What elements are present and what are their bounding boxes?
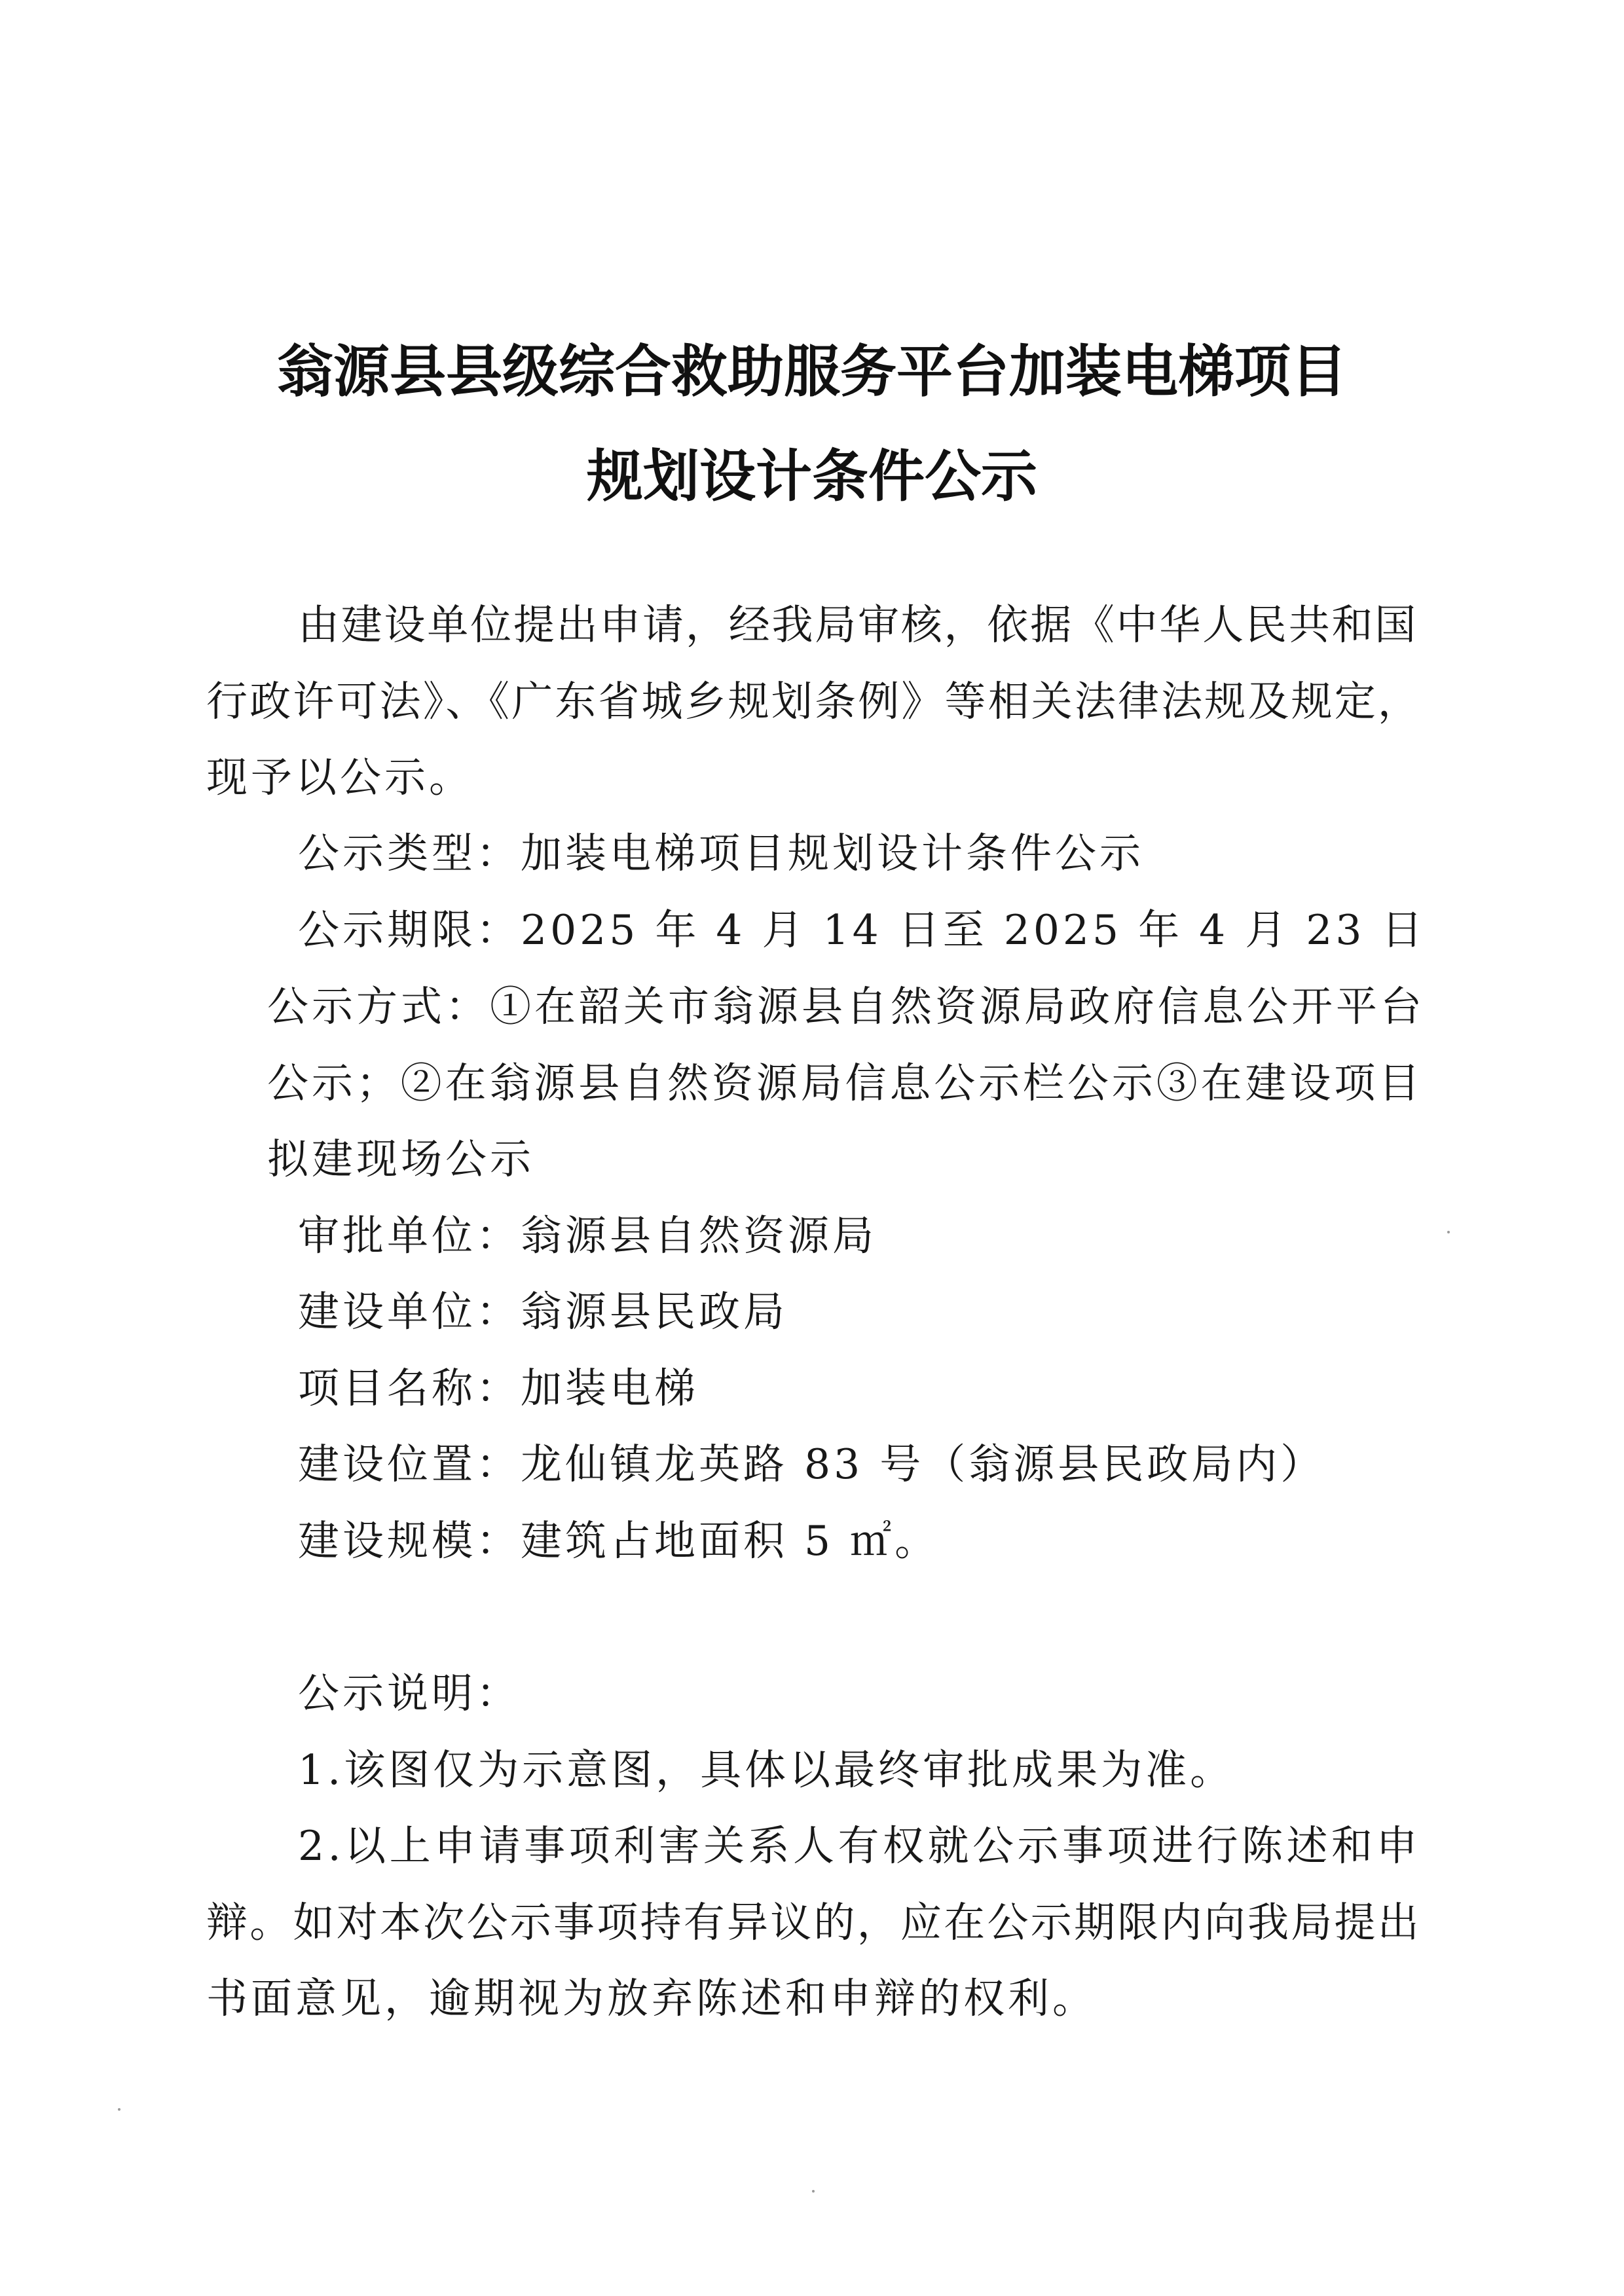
construction-unit-value: 翁源县民政局 bbox=[521, 1288, 788, 1336]
notice-period-value: 2025 年 4 月 14 日至 2025 年 4 月 23 日 bbox=[521, 906, 1426, 954]
notice-method-line-2: 公示；②在翁源县自然资源局信息公示栏公示③在建设项目 bbox=[267, 1059, 1423, 1107]
title-line-2: 规划设计条件公示 bbox=[587, 444, 1037, 509]
construction-scale-value: 建筑占地面积 5 ㎡。 bbox=[521, 1517, 940, 1565]
construction-scale-label: 建设规模： bbox=[298, 1517, 521, 1565]
explanation-item-2-line-3: 书面意见，逾期视为放弃陈述和申辩的权利。 bbox=[206, 1975, 1097, 2022]
project-name-label: 项目名称： bbox=[298, 1364, 521, 1412]
notice-method-row bbox=[267, 983, 1425, 1030]
notice-method-value: ①在韶关市翁源县自然资源局政府信息公开平台 bbox=[490, 983, 1425, 1030]
construction-unit-row bbox=[298, 1288, 788, 1336]
intro-line-2: 行政许可法》、《广东省城乡规划条例》等相关法律法规及规定， bbox=[206, 678, 1421, 725]
project-name-value: 加装电梯 bbox=[521, 1364, 699, 1412]
construction-unit-label: 建设单位： bbox=[298, 1288, 521, 1336]
explanation-item-1: 1.该图仅为示意图，具体以最终审批成果为准。 bbox=[298, 1746, 1235, 1794]
notice-type-row bbox=[298, 829, 1144, 877]
notice-type-label: 公示类型： bbox=[298, 829, 521, 877]
approval-unit-row bbox=[298, 1212, 877, 1260]
notice-type-value: 加装电梯项目规划设计条件公示 bbox=[521, 829, 1144, 877]
approval-unit-label: 审批单位： bbox=[298, 1212, 521, 1260]
construction-location-row bbox=[298, 1440, 1325, 1488]
explanation-item-2-line-2: 辩。如对本次公示事项持有异议的，应在公示期限内向我局提出 bbox=[206, 1899, 1421, 1946]
scan-speck bbox=[118, 2108, 120, 2111]
notice-period-row bbox=[298, 906, 1426, 954]
explanation-heading: 公示说明： bbox=[298, 1669, 521, 1717]
intro-line-3: 现予以公示。 bbox=[206, 754, 473, 801]
notice-method-label: 公示方式： bbox=[267, 983, 490, 1030]
construction-scale-row bbox=[298, 1517, 940, 1565]
construction-location-label: 建设位置： bbox=[298, 1440, 521, 1488]
notice-period-label: 公示期限： bbox=[298, 906, 521, 954]
scan-speck bbox=[812, 2190, 815, 2193]
construction-location-value: 龙仙镇龙英路 83 号（翁源县民政局内） bbox=[521, 1440, 1325, 1488]
scan-speck bbox=[1447, 1231, 1450, 1233]
explanation-item-2-line-1: 2.以上申请事项利害关系人有权就公示事项进行陈述和申 bbox=[298, 1822, 1421, 1870]
notice-method-line-3: 拟建现场公示 bbox=[267, 1135, 534, 1183]
intro-line-1: 由建设单位提出申请，经我局审核，依据《中华人民共和国 bbox=[298, 601, 1418, 649]
project-name-row bbox=[298, 1364, 699, 1412]
title-line-1: 翁源县县级综合救助服务平台加装电梯项目 bbox=[277, 339, 1347, 405]
approval-unit-value: 翁源县自然资源局 bbox=[521, 1212, 877, 1260]
